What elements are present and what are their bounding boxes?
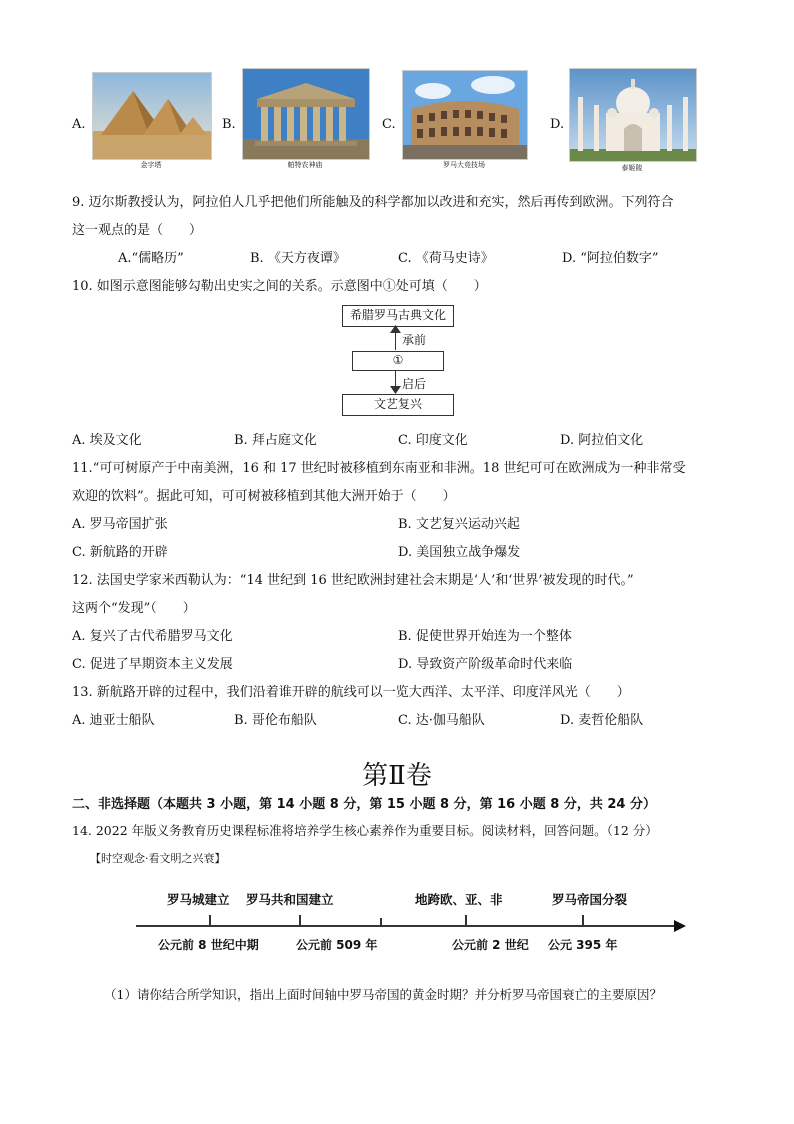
colosseum-image xyxy=(402,70,528,160)
volume-title: 第Ⅱ卷 xyxy=(362,761,432,791)
diagram-middle-box: ① xyxy=(352,351,444,371)
timeline-event-4: 罗马帝国分裂 xyxy=(552,892,628,907)
diagram-bottom-box: 文艺复兴 xyxy=(342,394,454,416)
q14-stem: 14. 2022 年版义务教育历史课程标准将培养学生核心素养作为重要目标。阅读材料，回答问题。（12 分） xyxy=(72,823,658,838)
timeline-event-2: 罗马共和国建立 xyxy=(246,892,334,907)
q12-stem-line2: 这两个“发现”（ ） xyxy=(72,601,196,616)
arrow-up-head xyxy=(390,325,401,333)
timeline-date-3: 公元前 2 世纪 xyxy=(452,938,529,952)
q13-stem: 13. 新航路开辟的过程中，我们沿着谁开辟的航线可以一览大西洋、太平洋、印度洋风光（ ） xyxy=(72,685,630,700)
q11-stem-line1: 11.“可可树原产于中南美洲，16 和 17 世纪时被移植到东南亚和非洲。18 世纪可可在欧洲成为一种非常受 xyxy=(72,461,686,476)
q9-option-a: A.“儒略历” xyxy=(118,251,184,266)
option-a-letter: A. xyxy=(72,117,86,132)
diagram-top-box: 希腊罗马古典文化 xyxy=(342,305,454,327)
q14-subquestion-1: （1）请你结合所学知识，指出上面时间轴中罗马帝国的黄金时期？并分析罗马帝国衰亡的主要原因？ xyxy=(104,987,662,1002)
q11-option-a: A. 罗马帝国扩张 xyxy=(72,517,168,532)
q11-stem-line2: 欢迎的饮料”。据此可知，可可树被移植到其他大洲开始于（ ） xyxy=(72,489,456,504)
q12-stem-line1: 12. 法国史学家米西勒认为：“14 世纪到 16 世纪欧洲封建社会末期是‘人’和‘世界’被发现的时代。” xyxy=(72,573,634,588)
arrow-up-shaft xyxy=(395,330,396,350)
q14-subtitle: 【时空观念·看文明之兴衰】 xyxy=(90,852,226,865)
pyramids-image xyxy=(92,72,212,160)
q12-option-c: C. 促进了早期资本主义发展 xyxy=(72,657,233,672)
q12-option-d: D. 导致资产阶级革命时代来临 xyxy=(398,657,573,672)
timeline-axis xyxy=(136,925,676,927)
caption-pyramids: 金字塔 xyxy=(140,161,162,169)
q13-option-c: C. 达·伽马船队 xyxy=(398,713,485,728)
q11-option-c: C. 新航路的开辟 xyxy=(72,545,168,560)
q9-option-c: C. 《荷马史诗》 xyxy=(398,251,494,266)
q11-option-d: D. 美国独立战争爆发 xyxy=(398,545,521,560)
timeline-event-1: 罗马城建立 xyxy=(167,892,230,907)
q10-option-a: A. 埃及文化 xyxy=(72,433,142,448)
q10-option-c: C. 印度文化 xyxy=(398,433,468,448)
q11-option-b: B. 文艺复兴运动兴起 xyxy=(398,517,520,532)
q9-option-b: B. 《天方夜谭》 xyxy=(250,251,346,266)
q9-stem-line1: 9. 迈尔斯教授认为，阿拉伯人几乎把他们所能触及的科学都加以改进和充实，然后再传到欧洲。下列符合 xyxy=(72,195,674,210)
caption-colosseum: 罗马大竞技场 xyxy=(443,161,485,169)
diagram-up-label: 承前 xyxy=(402,333,427,347)
q10-option-b: B. 拜占庭文化 xyxy=(234,433,317,448)
diagram-down-label: 启后 xyxy=(402,377,427,391)
caption-taj-mahal: 泰姬陵 xyxy=(621,164,643,172)
q12-option-b: B. 促使世界开始连为一个整体 xyxy=(398,629,572,644)
arrow-down-head xyxy=(390,386,401,394)
q12-option-a: A. 复兴了古代希腊罗马文化 xyxy=(72,629,233,644)
timeline-event-3: 地跨欧、亚、非 xyxy=(415,892,503,907)
q13-option-a: A. 迪亚士船队 xyxy=(72,713,155,728)
timeline-tick-zero xyxy=(380,918,382,926)
section-heading: 二、非选择题（本题共 3 小题，第 14 小题 8 分，第 15 小题 8 分，第 16 小题 8 分，共 24 分） xyxy=(72,797,656,812)
timeline-date-4: 公元 395 年 xyxy=(548,938,618,952)
timeline-arrow-head xyxy=(674,920,686,932)
timeline-tick-4 xyxy=(582,915,584,926)
timeline-tick-3 xyxy=(465,915,467,926)
timeline-date-1: 公元前 8 世纪中期 xyxy=(158,938,259,952)
caption-parthenon: 帕特农神庙 xyxy=(287,161,323,169)
option-c-letter: C. xyxy=(382,117,396,132)
q9-stem-line2: 这一观点的是（ ） xyxy=(72,223,203,238)
timeline-tick-1 xyxy=(209,915,211,926)
timeline-date-2: 公元前 509 年 xyxy=(296,938,378,952)
option-d-letter: D. xyxy=(550,117,565,132)
taj-mahal-image xyxy=(569,68,697,162)
q10-stem: 10. 如图示意图能够勾勒出史实之间的关系。示意图中①处可填（ ） xyxy=(72,279,487,294)
q9-option-d: D. “阿拉伯数字” xyxy=(562,251,659,266)
parthenon-image xyxy=(242,68,370,160)
q13-option-b: B. 哥伦布船队 xyxy=(234,713,317,728)
q10-option-d: D. 阿拉伯文化 xyxy=(560,433,644,448)
q13-option-d: D. 麦哲伦船队 xyxy=(560,713,644,728)
option-b-letter: B. xyxy=(222,117,236,132)
timeline-tick-2 xyxy=(299,915,301,926)
